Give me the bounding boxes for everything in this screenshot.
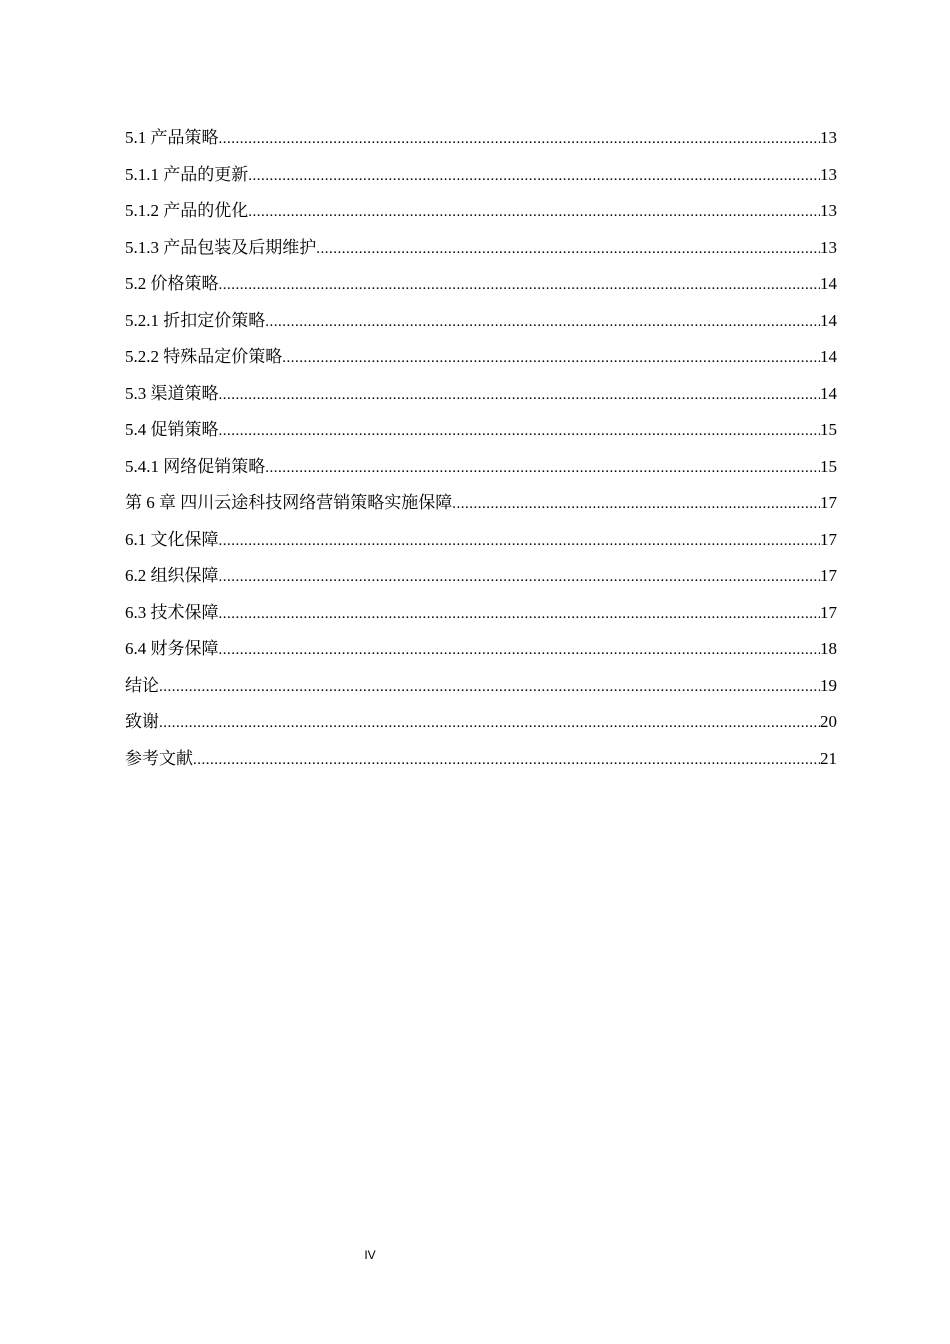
toc-entry-page: 15 bbox=[820, 420, 837, 439]
toc-entry-title: 5.2.2 特殊品定价策略 bbox=[125, 347, 283, 366]
toc-dot-leader bbox=[159, 705, 820, 742]
toc-dot-leader bbox=[219, 377, 821, 414]
toc-entry-title: 6.3 技术保障 bbox=[125, 602, 219, 622]
page-number: IV bbox=[364, 1248, 376, 1262]
toc-entry-title: 5.2 价格策略 bbox=[125, 274, 219, 293]
toc-entry[interactable] bbox=[125, 157, 837, 194]
toc-entry-page: 14 bbox=[820, 383, 837, 403]
toc-dot-leader bbox=[219, 559, 821, 596]
toc-entry-page: 21 bbox=[820, 748, 837, 768]
toc-dot-leader bbox=[265, 304, 820, 341]
toc-entry[interactable] bbox=[125, 668, 837, 705]
toc-dot-leader bbox=[248, 194, 820, 231]
toc-entry-title: 5.3 渠道策略 bbox=[125, 383, 219, 403]
toc-entry-title: 结论 bbox=[125, 675, 159, 695]
toc-entry[interactable] bbox=[125, 449, 837, 486]
toc-entry[interactable] bbox=[125, 558, 837, 595]
toc-entry-page: 18 bbox=[820, 639, 837, 658]
toc-entry[interactable] bbox=[125, 339, 837, 376]
toc-dot-leader bbox=[219, 523, 821, 560]
toc-entry[interactable] bbox=[125, 120, 837, 157]
toc-entry-page: 14 bbox=[820, 310, 837, 330]
toc-entry-page: 17 bbox=[820, 602, 837, 622]
toc-entry-title: 致谢 bbox=[125, 712, 159, 731]
toc-entry-title: 参考文献 bbox=[125, 748, 193, 768]
toc-entry-page: 13 bbox=[820, 237, 837, 257]
toc-entry-title: 5.4 促销策略 bbox=[125, 420, 219, 439]
toc-entry-title: 5.2.1 折扣定价策略 bbox=[125, 310, 266, 330]
toc-entry-title: 5.1.2 产品的优化 bbox=[125, 201, 249, 220]
toc-dot-leader bbox=[452, 486, 820, 523]
toc-entry-page: 13 bbox=[820, 164, 837, 184]
toc-entry[interactable] bbox=[125, 230, 837, 267]
toc-entry[interactable] bbox=[125, 741, 837, 778]
toc-dot-leader bbox=[159, 669, 820, 706]
toc-entry[interactable] bbox=[125, 704, 837, 741]
toc-dot-leader bbox=[219, 632, 821, 669]
toc-dot-leader bbox=[219, 413, 821, 450]
toc-entry-page: 17 bbox=[820, 529, 837, 549]
toc-entry-page: 17 bbox=[820, 566, 837, 585]
toc-entry-title: 6.2 组织保障 bbox=[125, 566, 219, 585]
toc-dot-leader bbox=[219, 121, 821, 158]
toc-dot-leader bbox=[265, 450, 820, 487]
toc-entry-title: 5.1.3 产品包装及后期维护 bbox=[125, 237, 317, 257]
toc-entry-page: 20 bbox=[820, 712, 837, 731]
toc-entry-title: 6.1 文化保障 bbox=[125, 529, 219, 549]
toc-dot-leader bbox=[219, 596, 821, 633]
toc-entry-page: 17 bbox=[820, 493, 837, 512]
toc-entry[interactable] bbox=[125, 595, 837, 632]
toc-entry-title: 6.4 财务保障 bbox=[125, 639, 219, 658]
toc-entry-page: 19 bbox=[820, 675, 837, 695]
toc-dot-leader bbox=[282, 340, 820, 377]
toc-entry[interactable] bbox=[125, 631, 837, 668]
toc-entry[interactable] bbox=[125, 485, 837, 522]
toc-entry[interactable] bbox=[125, 412, 837, 449]
toc-dot-leader bbox=[316, 231, 820, 268]
toc-entry[interactable] bbox=[125, 303, 837, 340]
toc-entry-page: 13 bbox=[820, 201, 837, 220]
toc-entry-page: 15 bbox=[820, 456, 837, 476]
toc-entry[interactable] bbox=[125, 522, 837, 559]
toc-entry-page: 13 bbox=[820, 128, 837, 147]
toc-dot-leader bbox=[193, 742, 820, 779]
toc-entry-title: 5.4.1 网络促销策略 bbox=[125, 456, 266, 476]
toc-entry-page: 14 bbox=[820, 347, 837, 366]
toc-entry-title: 第 6 章 四川云途科技网络营销策略实施保障 bbox=[125, 493, 453, 512]
toc-dot-leader bbox=[219, 267, 821, 304]
toc-entry[interactable] bbox=[125, 376, 837, 413]
toc-entry-title: 5.1 产品策略 bbox=[125, 128, 219, 147]
table-of-contents bbox=[125, 120, 837, 777]
toc-entry-title: 5.1.1 产品的更新 bbox=[125, 164, 249, 184]
toc-entry-page: 14 bbox=[820, 274, 837, 293]
toc-entry[interactable] bbox=[125, 266, 837, 303]
toc-entry[interactable] bbox=[125, 193, 837, 230]
toc-dot-leader bbox=[248, 158, 820, 195]
